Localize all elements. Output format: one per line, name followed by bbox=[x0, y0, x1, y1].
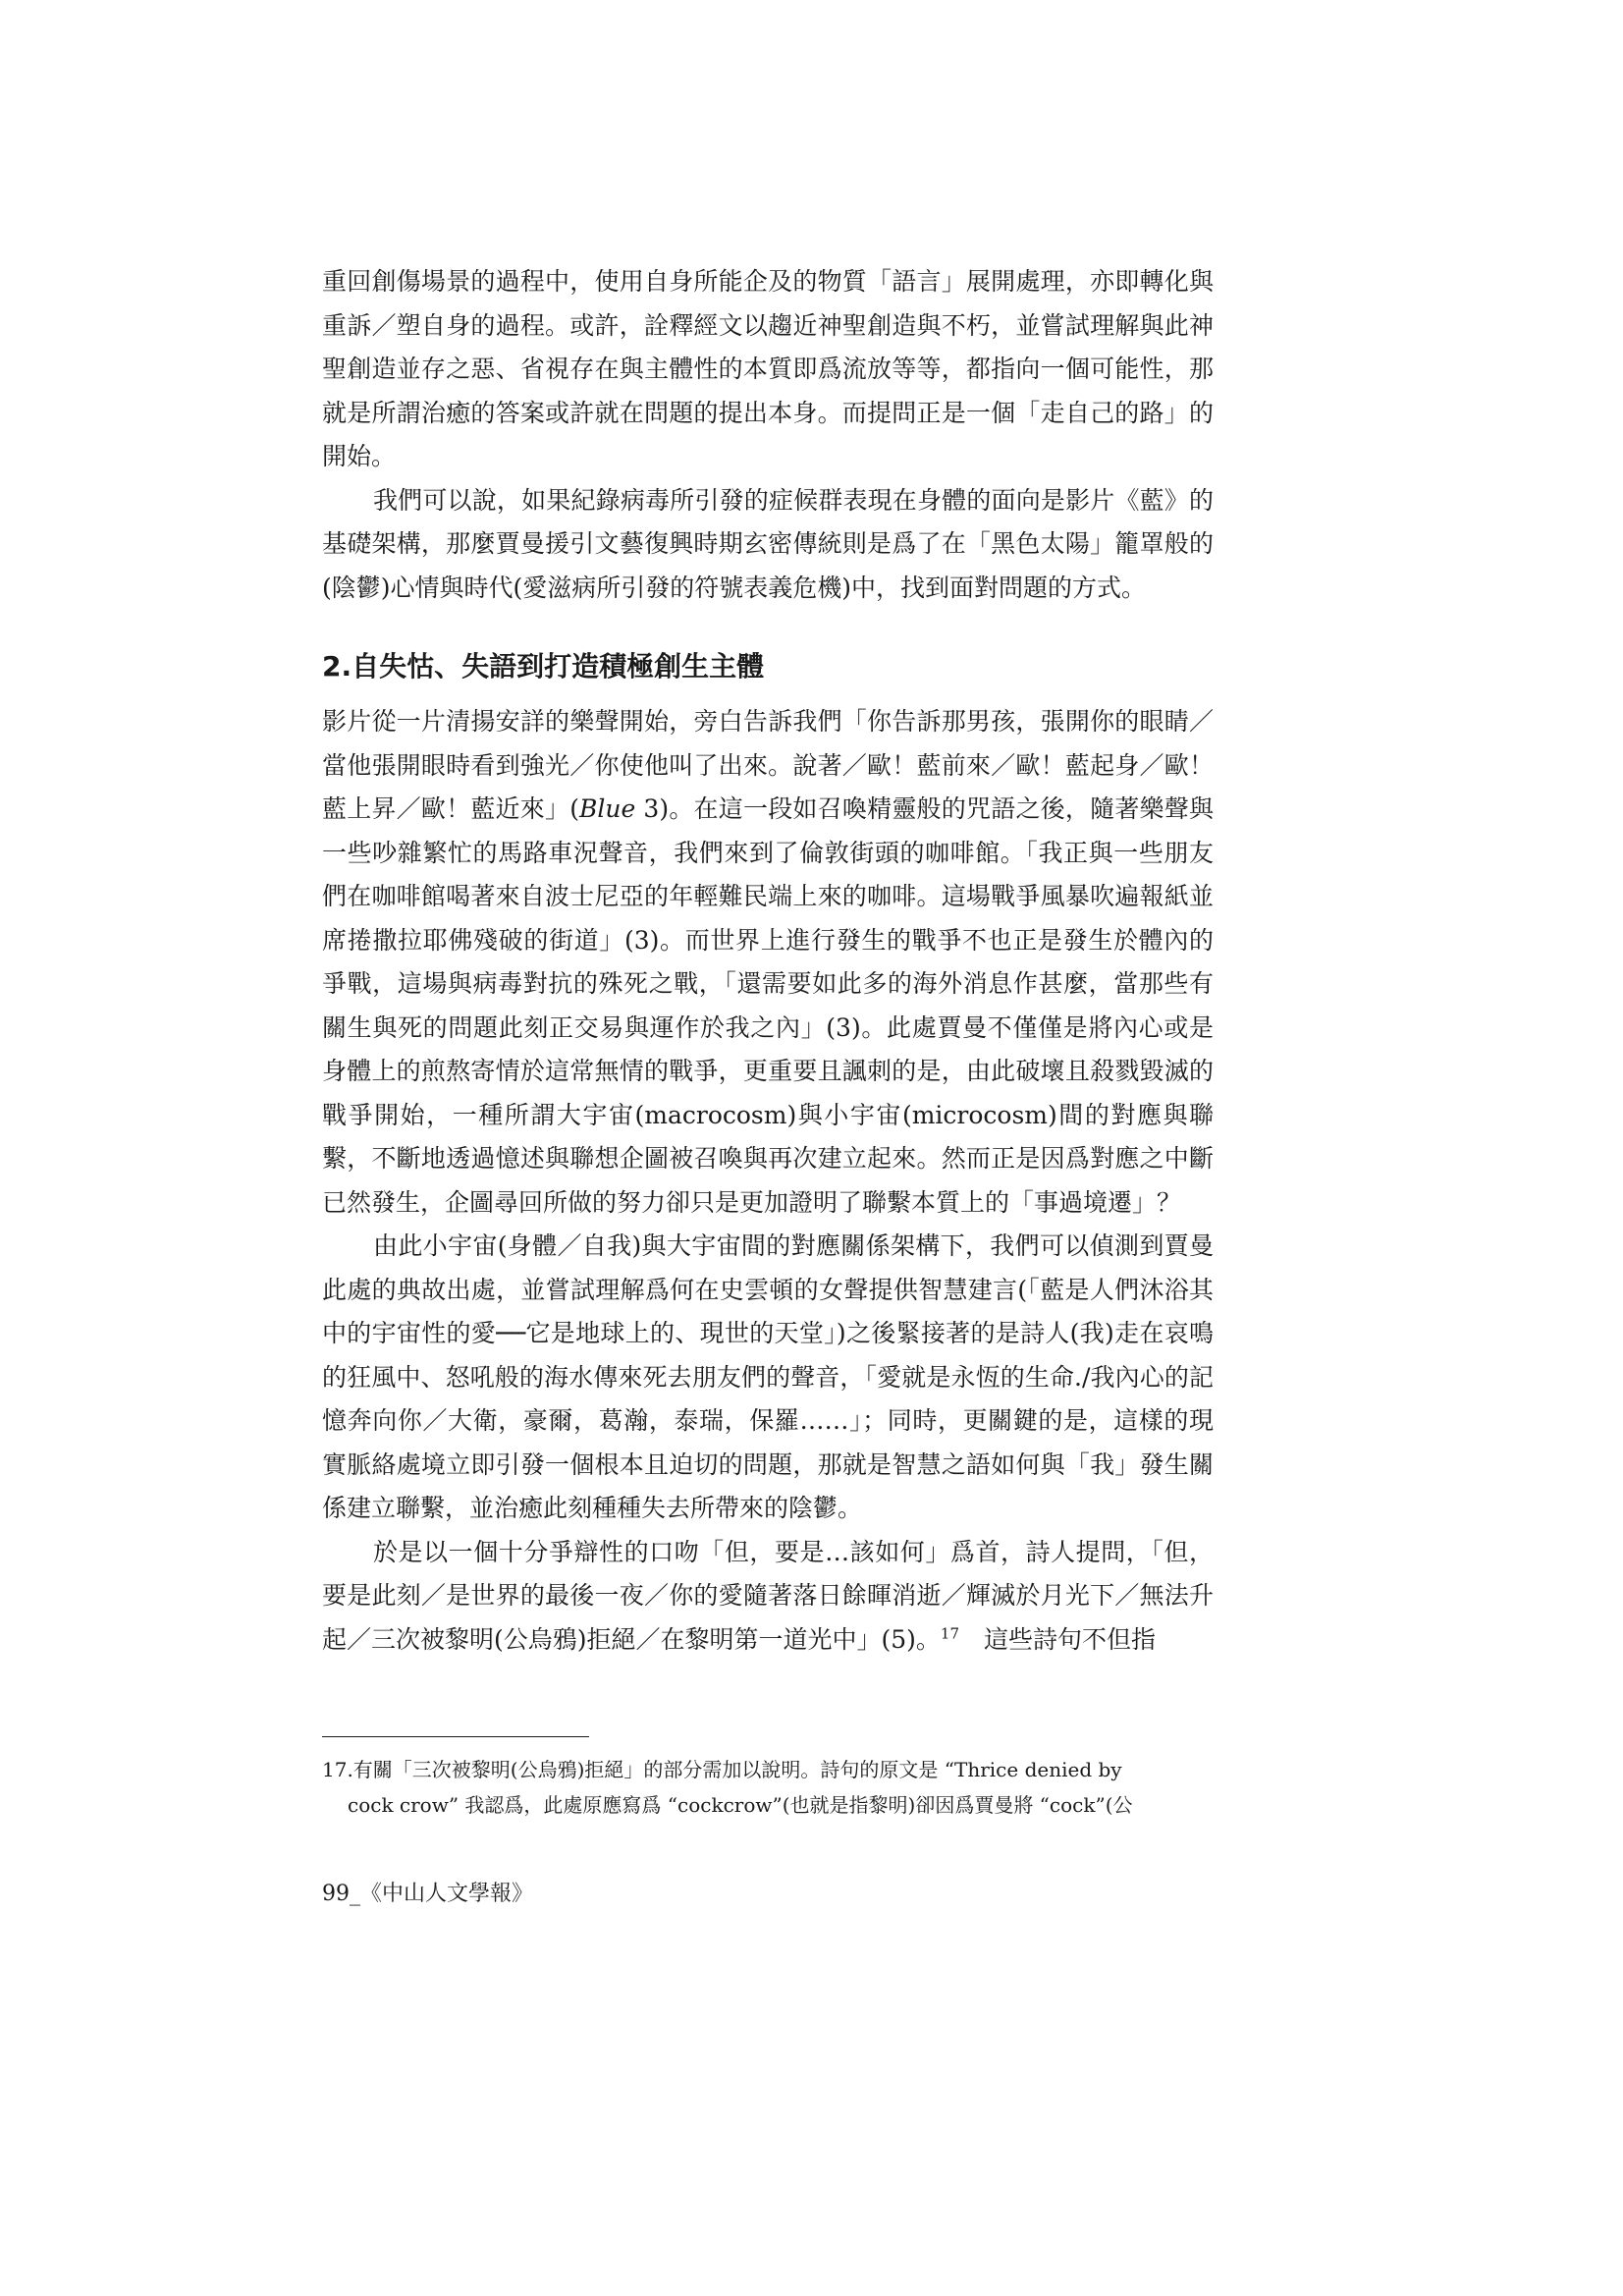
footnote-line-1: 17.有關「三次被黎明(公烏鴉)拒絕」的部分需加以說明。詩句的原文是 “Thrice denied by bbox=[322, 1758, 1122, 1781]
body-text bbox=[322, 260, 1214, 1662]
paragraph-film-opening bbox=[322, 700, 1214, 1225]
footnote-17 bbox=[322, 1752, 1214, 1823]
page-number-journal: 99_《中山人文學報》 bbox=[322, 1882, 533, 1906]
paragraph-film-opening-part2: 3)。在這一段如召喚精靈般的咒語之後，隨著樂聲與一些吵雜繁忙的馬路車況聲音，我們來到了倫敦街頭的咖啡館。「我正與一些朋友們在咖啡館喝著來自波士尼亞的年輕難民端上來的咖啡。這場戰爭風暴吹遍報紙並席捲撒拉耶佛殘破的街道」(3)。而世界上進行發生的戰爭不也正是發生於體內的爭戰，這場與病毒對抗的殊死之戰，「還需要如此多的海外消息作甚麼，當那些有關生與死的問題此刻正交易與運作於我之內」(3)。此處賈曼不僅僅是將內心或是身體上的煎熬寄情於這常無情的戰爭，更重要且諷刺的是，由此破壞且殺戮毀滅的戰爭開始，一種所謂大宇宙(macrocosm)與小宇宙(microcosm)間的對應與聯繫，不斷地透過憶述與聯想企圖被召喚與再次建立起來。然而正是因爲對應之中斷已然發生，企圖尋回所做的努力卻只是更加證明了聯繫本質上的「事過境遷」？ bbox=[322, 794, 1215, 1217]
paragraph-poet-question bbox=[322, 1531, 1214, 1663]
footnote-line-2: cock crow” 我認爲，此處原應寫爲 “cockcrow”(也就是指黎明)卻因爲賈曼將 “cock”(公 bbox=[348, 1793, 1133, 1817]
paragraph-film-opening-part1: 影片從一片清揚安詳的樂聲開始，旁白告訴我們「你告訴那男孩，張開你的眼睛／當他張開眼時看到強光／你使他叫了出來。說著／歐！藍前來／歐！藍起身／歐！藍上昇／歐！藍近來」( bbox=[322, 707, 1214, 823]
paragraph-blue-framework: 我們可以說，如果紀錄病毒所引發的症候群表現在身體的面向是影片《藍》的基礎架構，那麼賈曼援引文藝復興時期玄密傳統則是爲了在「黑色太陽」籠罩般的(陰鬱)心情與時代(愛滋病所引發的符號表義危機)中，找到面對問題的方式。 bbox=[322, 485, 1214, 602]
footnote-divider bbox=[322, 1736, 589, 1737]
film-title-italic: Blue bbox=[579, 794, 636, 823]
paragraph-micro-macro: 由此小宇宙(身體／自我)與大宇宙間的對應關係架構下，我們可以偵測到賈曼此處的典故出處，並嘗試理解爲何在史雲頓的女聲提供智慧建言(「藍是人們沐浴其中的宇宙性的愛──它是地球上的、現世的天堂」)之後緊接著的是詩人(我)走在哀鳴的狂風中、怒吼般的海水傳來死去朋友們的聲音，「愛就是永恆的生命./我內心的記憶奔向你／大衛，豪爾，葛瀚，泰瑞，保羅……」；同時，更關鍵的是，這樣的現實脈絡處境立即引發一個根本且迫切的問題，那就是智慧之語如何與「我」發生關係建立聯繫，並治癒此刻種種失去所帶來的陰鬱。 bbox=[322, 1231, 1214, 1522]
paragraph-intro-continuation: 重回創傷場景的過程中，使用自身所能企及的物質「語言」展開處理，亦即轉化與重訴／塑自身的過程。或許，詮釋經文以趨近神聖創造與不朽，並嘗試理解與此神聖創造並存之惡、省視存在與主體性的本質即爲流放等等，都指向一個可能性，那就是所謂治癒的答案或許就在問題的提出本身。而提問正是一個「走自己的路」的開始。 bbox=[322, 267, 1214, 470]
paragraph-poet-question-part1: 於是以一個十分爭辯性的口吻「但，要是…該如何」爲首，詩人提問，「但，要是此刻／是世界的最後一夜／你的愛隨著落日餘暉消逝／輝滅於月光下／無法升起／三次被黎明(公烏鴉)拒絕／在黎明第一道光中」(5)。 bbox=[322, 1537, 1214, 1654]
paragraph-poet-question-part2: 這些詩句不但指 bbox=[959, 1624, 1157, 1654]
section-heading: 2.自失怙、失語到打造積極創生主體 bbox=[322, 650, 765, 683]
footnote-ref-17: 17 bbox=[940, 1624, 960, 1643]
